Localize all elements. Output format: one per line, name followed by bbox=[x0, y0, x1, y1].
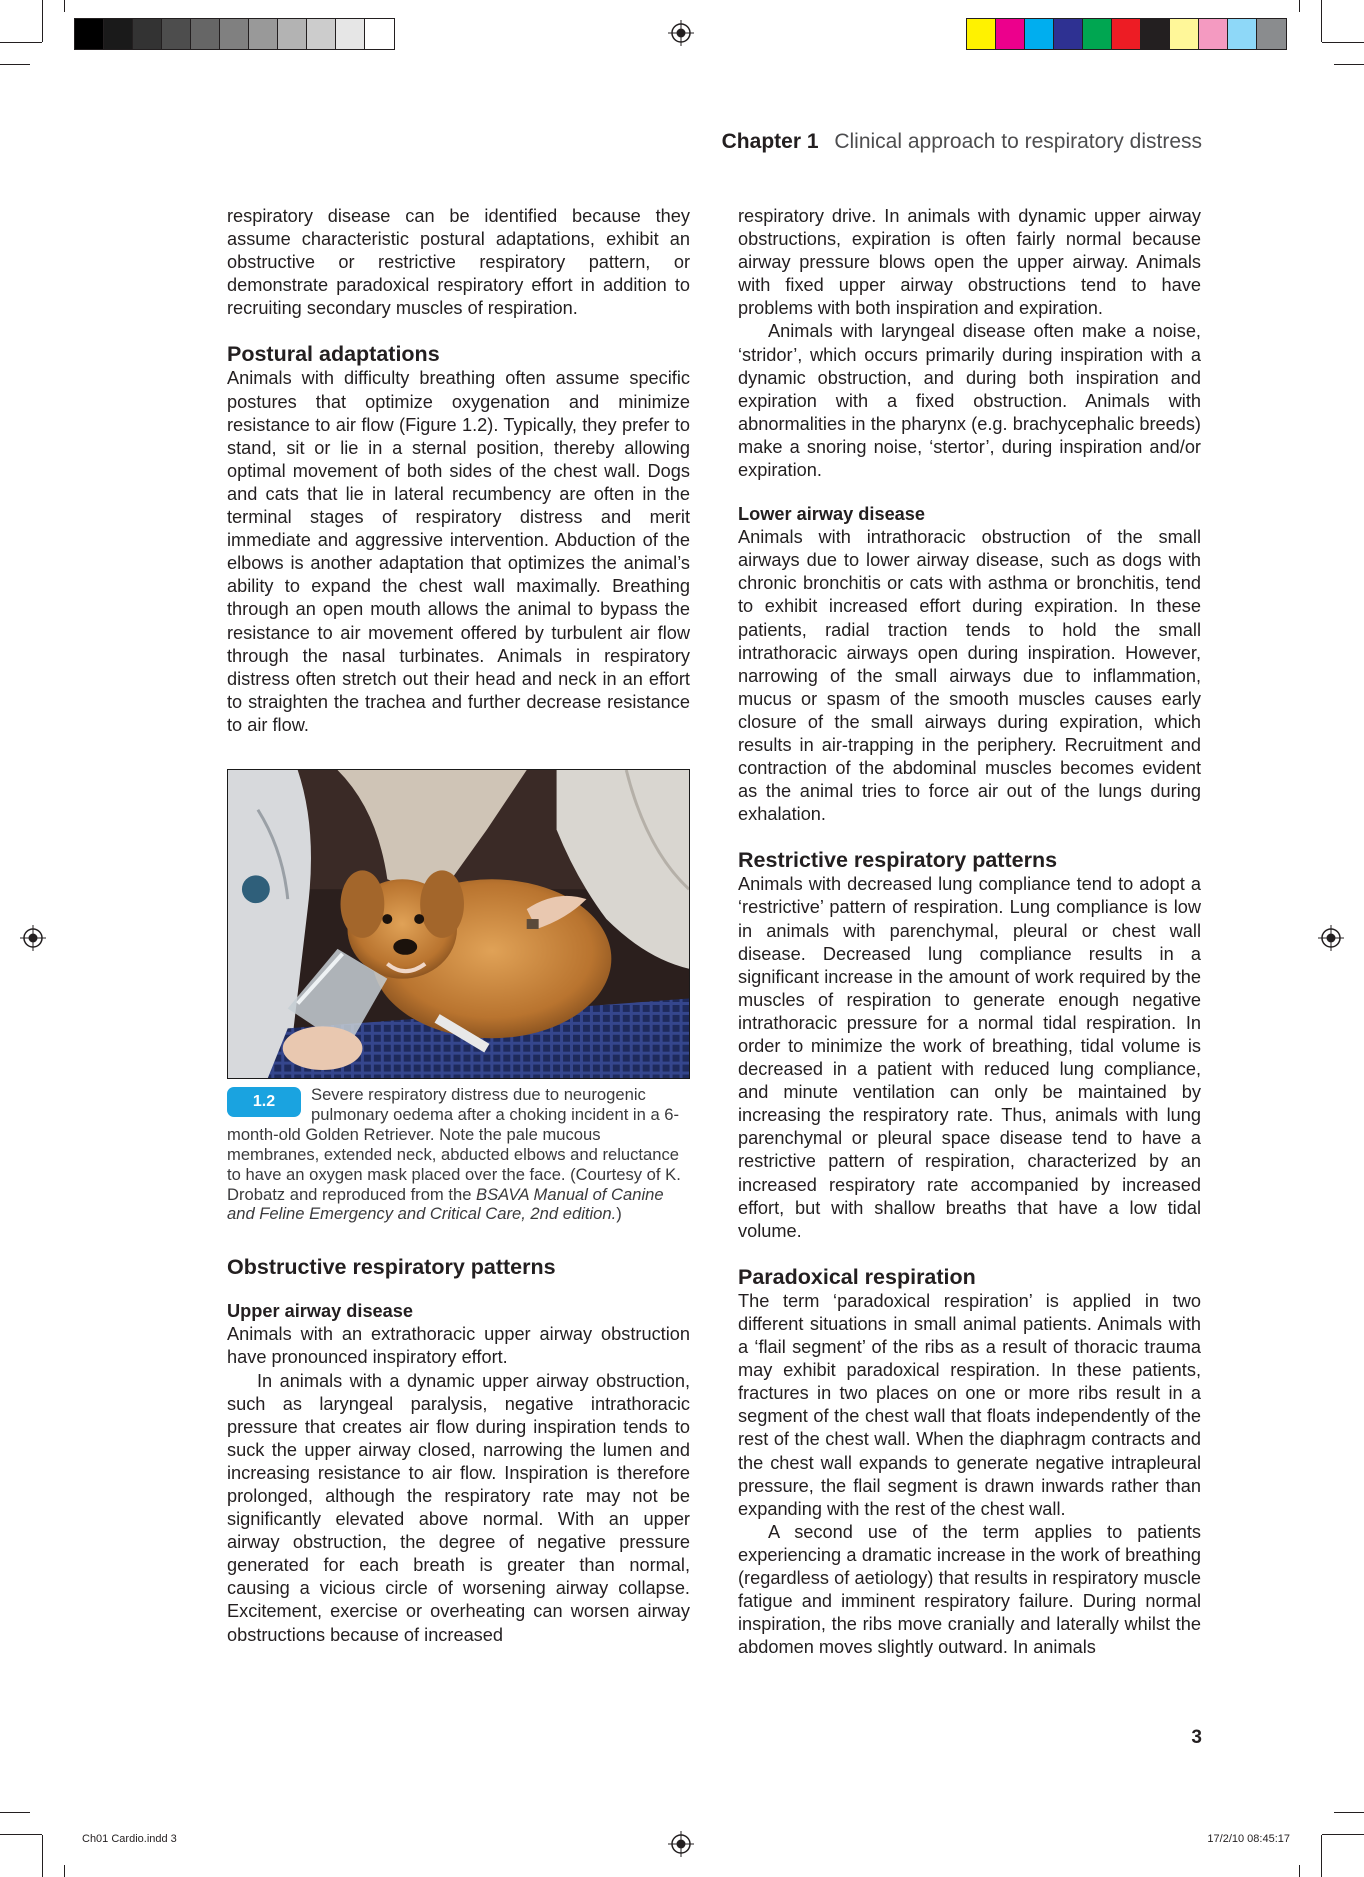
color-swatch bbox=[1257, 19, 1286, 49]
subheading-lower-airway: Lower airway disease bbox=[738, 504, 926, 525]
dog-photo bbox=[227, 769, 690, 1079]
crop-mark bbox=[0, 64, 30, 65]
continuation-paragraph: respiratory drive. In animals with dynamic upper airway obstructions, expiration is often fairly normal because airway pressure blows open the upper airway. Animals with fixed upper airway obstructions tend to have problems with both inspiration and expiration. bbox=[738, 206, 1201, 319]
registration-mark-icon bbox=[1318, 925, 1344, 951]
figure-1-2 bbox=[227, 769, 690, 1224]
paradoxical-paragraph-2: A second use of the term applies to patients experiencing a dramatic increase in the work of breathing (regardless of aetiology) that results in respiratory muscle fatigue and imminent respiratory failure. During normal inspiration, the ribs move cranially and laterally whilst the abdomen moves slightly outward. In animals bbox=[738, 1521, 1201, 1658]
crop-mark bbox=[42, 1835, 43, 1877]
color-swatch bbox=[365, 19, 394, 49]
crop-mark bbox=[1321, 0, 1322, 42]
upper-airway-paragraph-1: Animals with an extrathoracic upper airway obstruction have pronounced inspiratory effort. bbox=[227, 1324, 690, 1368]
slug-file-name: Ch01 Cardio.indd 3 bbox=[82, 1833, 177, 1845]
crop-mark bbox=[0, 42, 42, 43]
caption-text: Severe respiratory distress due to neurogenic pulmonary oedema after a choking incident in a 6-month-old Golden Retriever. Note the pale mucous membranes, extended neck, abducted elbows and reluctance to have an oxygen mask placed over the face. (Courtesy of K. Drobatz and reproduced from the bbox=[227, 1084, 681, 1204]
color-swatch bbox=[1228, 19, 1257, 49]
color-swatch bbox=[1083, 19, 1112, 49]
figure-number-badge: 1.2 bbox=[227, 1087, 301, 1117]
color-swatch bbox=[1170, 19, 1199, 49]
color-swatch bbox=[75, 19, 104, 49]
laryngeal-paragraph: Animals with laryngeal disease often make a noise, ‘stridor’, which occurs primarily during inspiration with a dynamic obstruction, and during both inspiration and expiration with a fixed obstruction. Animals with abnormalities in the pharynx (e.g. brachycephalic breeds) make a snoring noise, ‘stertor’, during inspiration and/or expiration. bbox=[738, 321, 1201, 481]
crop-mark bbox=[64, 1865, 65, 1877]
color-swatch bbox=[1199, 19, 1228, 49]
color-swatch bbox=[307, 19, 336, 49]
crop-mark bbox=[64, 0, 65, 12]
section-heading-restrictive: Restrictive respiratory patterns bbox=[738, 848, 1058, 873]
caption-close: ) bbox=[616, 1204, 622, 1224]
color-swatch bbox=[191, 19, 220, 49]
color-swatch bbox=[220, 19, 249, 49]
section-heading-postural: Postural adaptations bbox=[227, 342, 440, 367]
color-swatch bbox=[996, 19, 1025, 49]
chapter-title: Clinical approach to respiratory distress bbox=[834, 130, 1202, 153]
subheading-upper-airway: Upper airway disease bbox=[227, 1301, 414, 1322]
crop-mark bbox=[1321, 1835, 1322, 1877]
color-swatch bbox=[1025, 19, 1054, 49]
color-swatch bbox=[278, 19, 307, 49]
slug-timestamp: 17/2/10 08:45:17 bbox=[1207, 1833, 1290, 1845]
color-swatch bbox=[249, 19, 278, 49]
registration-mark-icon bbox=[20, 925, 46, 951]
color-swatch-strip bbox=[966, 18, 1287, 50]
color-swatch bbox=[967, 19, 996, 49]
page-number: 3 bbox=[1191, 1727, 1202, 1748]
color-swatch bbox=[133, 19, 162, 49]
crop-mark bbox=[1299, 0, 1300, 12]
color-swatch bbox=[1054, 19, 1083, 49]
crop-mark bbox=[1299, 1865, 1300, 1877]
crop-mark bbox=[1322, 1834, 1364, 1835]
restrictive-paragraph: Animals with decreased lung compliance tend to adopt a ‘restrictive’ pattern of respiration. Lung compliance is low in animals with parenchymal, pleural or chest wall disease. Decreased lung compliance results in a significant increase in the amount of work required by the muscles of respiration to generate enough negative intrathoracic pressure for a normal tidal respiration. In order to minimize the work of breathing, tidal volume is decreased in a patient with reduced lung compliance, and minute ventilation can only be maintained by increasing the respiratory rate. Thus, animals with lung parenchymal or pleural space disease tend to have a restrictive pattern of respiration, characterized by an increased respiratory rate accompanied by increased effort, but with shallow breaths that have a low tidal volume. bbox=[738, 874, 1201, 1241]
lower-airway-paragraph: Animals with intrathoracic obstruction of the small airways due to lower airway disease, such as dogs with chronic bronchitis or cats with asthma or bronchitis, tend to exhibit increased effort during expiration. In these patients, radial traction tends to hold the small intrathoracic airways open during inspiration. However, narrowing of the small airways due to inflammation, mucus or spasm of the smooth muscles causes early closure of the small airways during expiration, which results in air-trapping in the periphery. Recruitment and contraction of the abdominal muscles becomes evident as the animal tries to force air out of the lungs during exhalation. bbox=[738, 527, 1201, 825]
crop-mark bbox=[42, 0, 43, 42]
running-header bbox=[722, 130, 1202, 154]
color-swatch bbox=[1112, 19, 1141, 49]
upper-airway-paragraph-2: In animals with a dynamic upper airway obstruction, such as laryngeal paralysis, negative intrathoracic pressure that creates air flow during inspiration tends to suck the upper airway closed, narrowing the lumen and increasing resistance to air flow. Inspiration is therefore prolonged, although the respiratory rate may not be significantly elevated above normal. With an upper airway obstruction, the degree of negative pressure generated for each breath is greater than normal, causing a vicious circle of worsening airway collapse. Excitement, exercise or overheating can worsen airway obstructions because of increased bbox=[227, 1370, 690, 1645]
registration-mark-icon bbox=[668, 20, 694, 46]
postural-paragraph: Animals with difficulty breathing often assume specific postures that optimize oxygenation and minimize resistance to air flow (Figure 1.2). Typically, they prefer to stand, sit or lie in a sternal position, thereby allowing optimal movement of both sides of the chest wall. Dogs and cats that lie in lateral recumbency are often in the terminal stages of respiratory distress and merit immediate and aggressive intervention. Abduction of the elbows is another adaptation that optimizes the animal’s ability to expand the chest wall maximally. Breathing through an open mouth allows the animal to bypass the resistance to air movement offered by turbulent air flow through the nasal turbinates. Animals in respiratory distress often stretch out their head and neck in an effort to straighten the trachea and further decrease resistance to air flow. bbox=[227, 368, 690, 735]
color-swatch bbox=[1141, 19, 1170, 49]
paradoxical-paragraph-1: The term ‘paradoxical respiration’ is applied in two different situations in small animal patients. Animals with a ‘flail segment’ of the ribs as a result of thoracic trauma may exhibit paradoxical respiration. In these patients, fractures in two places on one or more ribs result in a segment of the chest wall that floats independently of the rest of the chest wall. When the diaphragm contracts and the chest wall expands to generate negative intrapleural pressure, the flail segment is drawn inwards rather than expanding with the rest of the chest wall. bbox=[738, 1290, 1201, 1519]
crop-mark bbox=[1322, 42, 1364, 43]
intro-paragraph: respiratory disease can be identified because they assume characteristic postural adaptations, exhibit an obstructive or restrictive respiratory pattern, or demonstrate paradoxical respiratory effort in addition to recruiting secondary muscles of respiration. bbox=[227, 206, 690, 319]
registration-mark-icon bbox=[668, 1831, 694, 1857]
crop-mark bbox=[1334, 1812, 1364, 1813]
color-swatch bbox=[336, 19, 365, 49]
caption-source-title: BSAVA Manual of Canine and Feline Emergency and Critical Care, 2nd edition. bbox=[227, 1184, 664, 1224]
section-heading-paradoxical: Paradoxical respiration bbox=[738, 1264, 976, 1289]
grey-swatch-strip bbox=[74, 18, 395, 50]
color-swatch bbox=[104, 19, 133, 49]
left-column bbox=[227, 205, 690, 1647]
figure-caption bbox=[227, 1085, 690, 1224]
section-heading-obstructive: Obstructive respiratory patterns bbox=[227, 1255, 556, 1280]
right-column bbox=[738, 205, 1201, 1659]
color-swatch bbox=[162, 19, 191, 49]
crop-mark bbox=[0, 1834, 42, 1835]
chapter-label: Chapter 1 bbox=[721, 130, 819, 153]
crop-mark bbox=[1334, 64, 1364, 65]
crop-mark bbox=[0, 1812, 30, 1813]
